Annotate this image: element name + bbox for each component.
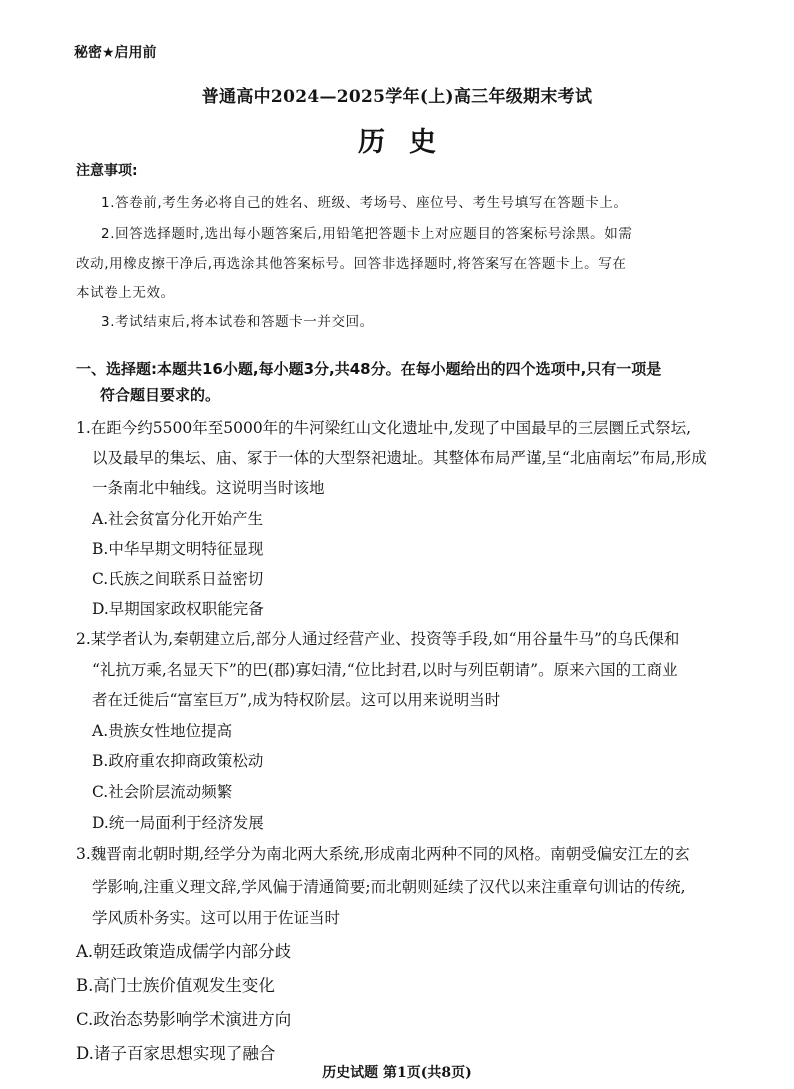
exam-title: 普通高中2024—2025学年(上)高三年级期末考试 <box>201 87 593 107</box>
notice-item-2-line-2: 改动,用橡皮擦干净后,再选涂其他答案标号。回答非选择题时,将答案写在答题卡上。写在 <box>76 256 627 272</box>
question-2-option-c: C.社会阶层流动频繁 <box>92 783 233 801</box>
question-1-stem-line-1: 1.在距今约5500年至5000年的牛河梁红山文化遗址中,发现了中国最早的三层圜丘式祭坛, <box>76 419 692 437</box>
question-2-stem-line-3: 者在迁徙后“富室巨万”,成为特权阶层。这可以用来说明当时 <box>92 691 501 709</box>
question-3-option-d: D.诸子百家思想实现了融合 <box>76 1044 276 1063</box>
question-2-option-b: B.政府重农抑商政策松动 <box>92 752 264 770</box>
notice-heading: 注意事项: <box>76 163 138 179</box>
notice-item-1: 1.答卷前,考生务必将自己的姓名、班级、考场号、座位号、考生号填写在答题卡上。 <box>101 195 628 211</box>
question-3-option-a: A.朝廷政策造成儒学内部分歧 <box>76 942 292 961</box>
notice-item-2-line-1: 2.回答选择题时,选出每小题答案后,用铅笔把答题卡上对应题目的答案标号涂黑。如需 <box>101 226 633 242</box>
question-2-option-a: A.贵族女性地位提高 <box>92 722 233 740</box>
question-1-stem-line-3: 一条南北中轴线。这说明当时该地 <box>92 479 325 497</box>
question-2-stem-line-1: 2.某学者认为,秦朝建立后,部分人通过经营产业、投资等手段,如“用谷量牛马”的乌氏倮和 <box>76 630 680 648</box>
question-1-stem-line-2: 以及最早的集坛、庙、冢于一体的大型祭祀遗址。其整体布局严谨,呈“北庙南坛”布局,形成 <box>92 449 707 467</box>
question-1-option-b: B.中华早期文明特征显现 <box>92 540 264 558</box>
notice-item-3: 3.考试结束后,将本试卷和答题卡一并交回。 <box>101 314 374 330</box>
question-3-stem-line-2: 学影响,注重义理文辞,学风偏于清通简要;而北朝则延续了汉代以来注重章句训诂的传统, <box>92 878 686 896</box>
question-1-option-d: D.早期国家政权职能完备 <box>92 600 264 618</box>
question-3-stem-line-1: 3.魏晋南北朝时期,经学分为南北两大系统,形成南北两种不同的风格。南朝受偏安江左的玄 <box>76 845 690 863</box>
question-2-stem-line-2: “礼抗万乘,名显天下”的巴(郡)寡妇清,“位比封君,以时与列臣朝请”。原来六国的工商业 <box>92 661 678 679</box>
subject-title: 历史 <box>358 127 460 158</box>
question-1-option-a: A.社会贫富分化开始产生 <box>92 510 264 528</box>
section-heading-line-2: 符合题目要求的。 <box>100 386 221 404</box>
question-3-option-c: C.政治态势影响学术演进方向 <box>76 1010 292 1029</box>
question-3-option-b: B.高门士族价值观发生变化 <box>76 976 275 995</box>
notice-item-2-line-3: 本试卷上无效。 <box>76 285 175 301</box>
page-footer: 历史试题 第1页(共8页) <box>322 1065 472 1081</box>
section-heading-line-1: 一、选择题:本题共16小题,每小题3分,共48分。在每小题给出的四个选项中,只有一项是 <box>76 360 662 378</box>
secret-label: 秘密★启用前 <box>74 45 157 61</box>
question-3-stem-line-3: 学风质朴务实。这可以用于佐证当时 <box>92 909 341 927</box>
question-1-option-c: C.氏族之间联系日益密切 <box>92 570 264 588</box>
question-2-option-d: D.统一局面利于经济发展 <box>92 814 264 832</box>
